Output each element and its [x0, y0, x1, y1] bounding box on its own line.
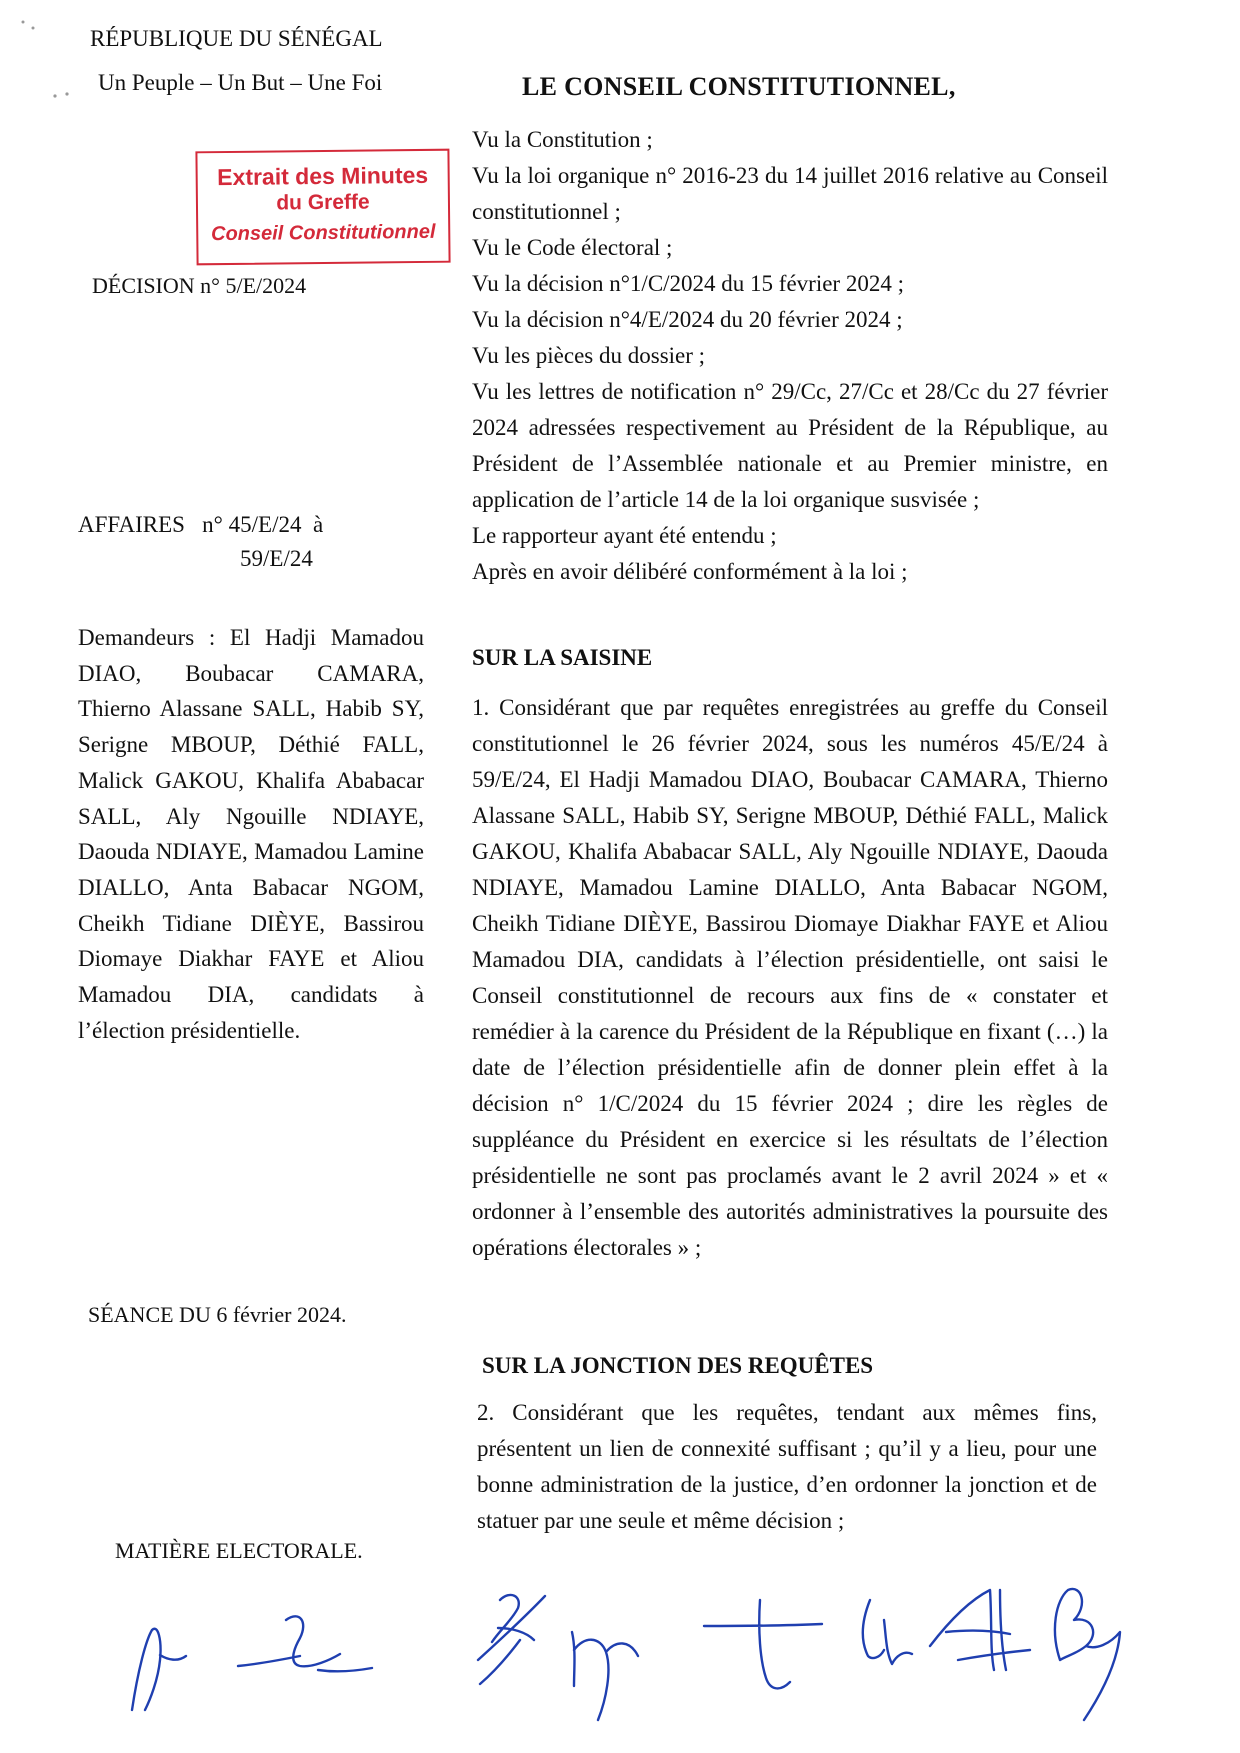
affaires-line-1: AFFAIRES n° 45/E/24 à — [78, 512, 324, 537]
stamp-line-2: du Greffe — [276, 190, 370, 215]
visa-item: Vu la Constitution ; — [472, 127, 653, 152]
paragraph-1: 1. Considérant que par requêtes enregistrées au greffe du Conseil constitutionnel le 26 février 2024, sous les numéros 45/E/24 à 59/E/24, El Hadji Mamadou DIAO, Boubacar CAMARA, Thierno Alassane SALL, Habib SY, Serigne MBOUP, Déthié FALL, Malick GAKOU, Khalifa Ababacar SALL, Aly Ngouille NDIAYE, Daouda NDIAYE, Mamadou Lamine DIALLO, Anta Babacar NGOM, Cheikh Tidiane DIÈYE, Bassirou Diomaye Diakhar FAYE et Aliou Mamadou DIA, candidats à l’élection présidentielle, ont saisi le Conseil constitutionnel de recours aux fins de « constater et remédier à la carence du Président de la République en fixant (…) la date de l’élection présidentielle afin de donner plein effet à la décision n° 1/C/2024 du 15 février 2024 ; dire les règles de suppléance du Président en exercice si les résultats de l’élection présidentielle ne sont pas proclamés avant le 2 avril 2024 » et « ordonner à l’ensemble des autorités administratives la poursuite des opérations électorales » ; — [472, 695, 1108, 1260]
paragraph-2: 2. Considérant que les requêtes, tendant aux mêmes fins, présentent un lien de connexité suffisant ; qu’il y a lieu, pour une bonne administration de la justice, d’en ordonner la jonction et de statuer par une seule et même décision ; — [477, 1400, 1097, 1533]
signature-2 — [238, 1616, 372, 1671]
scan-specks — [15, 14, 75, 104]
visa-item: Vu la décision n°1/C/2024 du 15 février 2024 ; — [472, 271, 904, 296]
visa-item: Vu les pièces du dossier ; — [472, 343, 706, 368]
signature-4 — [572, 1632, 638, 1720]
signature-7 — [930, 1590, 1030, 1670]
demandeurs-list: Demandeurs : El Hadji Mamadou DIAO, Boubacar CAMARA, Thierno Alassane SALL, Habib SY, Serigne MBOUP, Déthié FALL, Malick GAKOU, Khalifa Ababacar SALL, Aly Ngouille NDIAYE, Daouda NDIAYE, Mamadou Lamine DIALLO, Anta Babacar NGOM, Cheikh Tidiane DIÈYE, Bassirou Diomaye Diakhar FAYE et Aliou Mamadou DIA, candidats à l’élection présidentielle. — [78, 625, 424, 1043]
greffe-stamp — [195, 149, 450, 266]
visa-item: Vu le Code électoral ; — [472, 235, 673, 260]
visa-item: Le rapporteur ayant été entendu ; — [472, 523, 777, 548]
matiere-label: MATIÈRE ELECTORALE. — [115, 1538, 363, 1563]
signature-6 — [863, 1600, 912, 1664]
institution-title: LE CONSEIL CONSTITUTIONNEL, — [522, 72, 956, 101]
signature-3 — [478, 1595, 545, 1684]
decision-number: DÉCISION n° 5/E/2024 — [92, 273, 307, 298]
seance-date: SÉANCE DU 6 février 2024. — [88, 1302, 347, 1327]
signature-8 — [1055, 1589, 1120, 1720]
affaires-line-2: 59/E/24 — [240, 546, 313, 571]
affaires-block — [78, 508, 424, 576]
section-heading-saisine: SUR LA SAISINE — [472, 645, 653, 670]
signature-1 — [132, 1629, 186, 1710]
national-motto: Un Peuple – Un But – Une Foi — [98, 70, 383, 95]
signatures-row — [0, 1560, 1240, 1753]
visa-item: Vu la loi organique n° 2016-23 du 14 juillet 2016 relative au Conseil constitutionnel ; — [472, 163, 1108, 224]
signature-5 — [704, 1600, 822, 1688]
section-heading-jonction: SUR LA JONCTION DES REQUÊTES — [482, 1353, 874, 1378]
stamp-line-3: Conseil Constitutionnel — [210, 220, 436, 246]
visa-item: Après en avoir délibéré conformément à la loi ; — [472, 559, 908, 584]
visa-item: Vu les lettres de notification n° 29/Cc, 27/Cc et 28/Cc du 27 février 2024 adressées respectivement au Président de la République, au Président de l’Assemblée nationale et au Premier ministre, en application de l’article 14 de la loi organique susvisée ; — [472, 379, 1108, 512]
stamp-line-1: Extrait des Minutes — [217, 161, 429, 191]
visas-block — [472, 122, 1108, 590]
visa-item: Vu la décision n°4/E/2024 du 20 février 2024 ; — [472, 307, 903, 332]
republic-header: RÉPUBLIQUE DU SÉNÉGAL — [90, 26, 383, 51]
